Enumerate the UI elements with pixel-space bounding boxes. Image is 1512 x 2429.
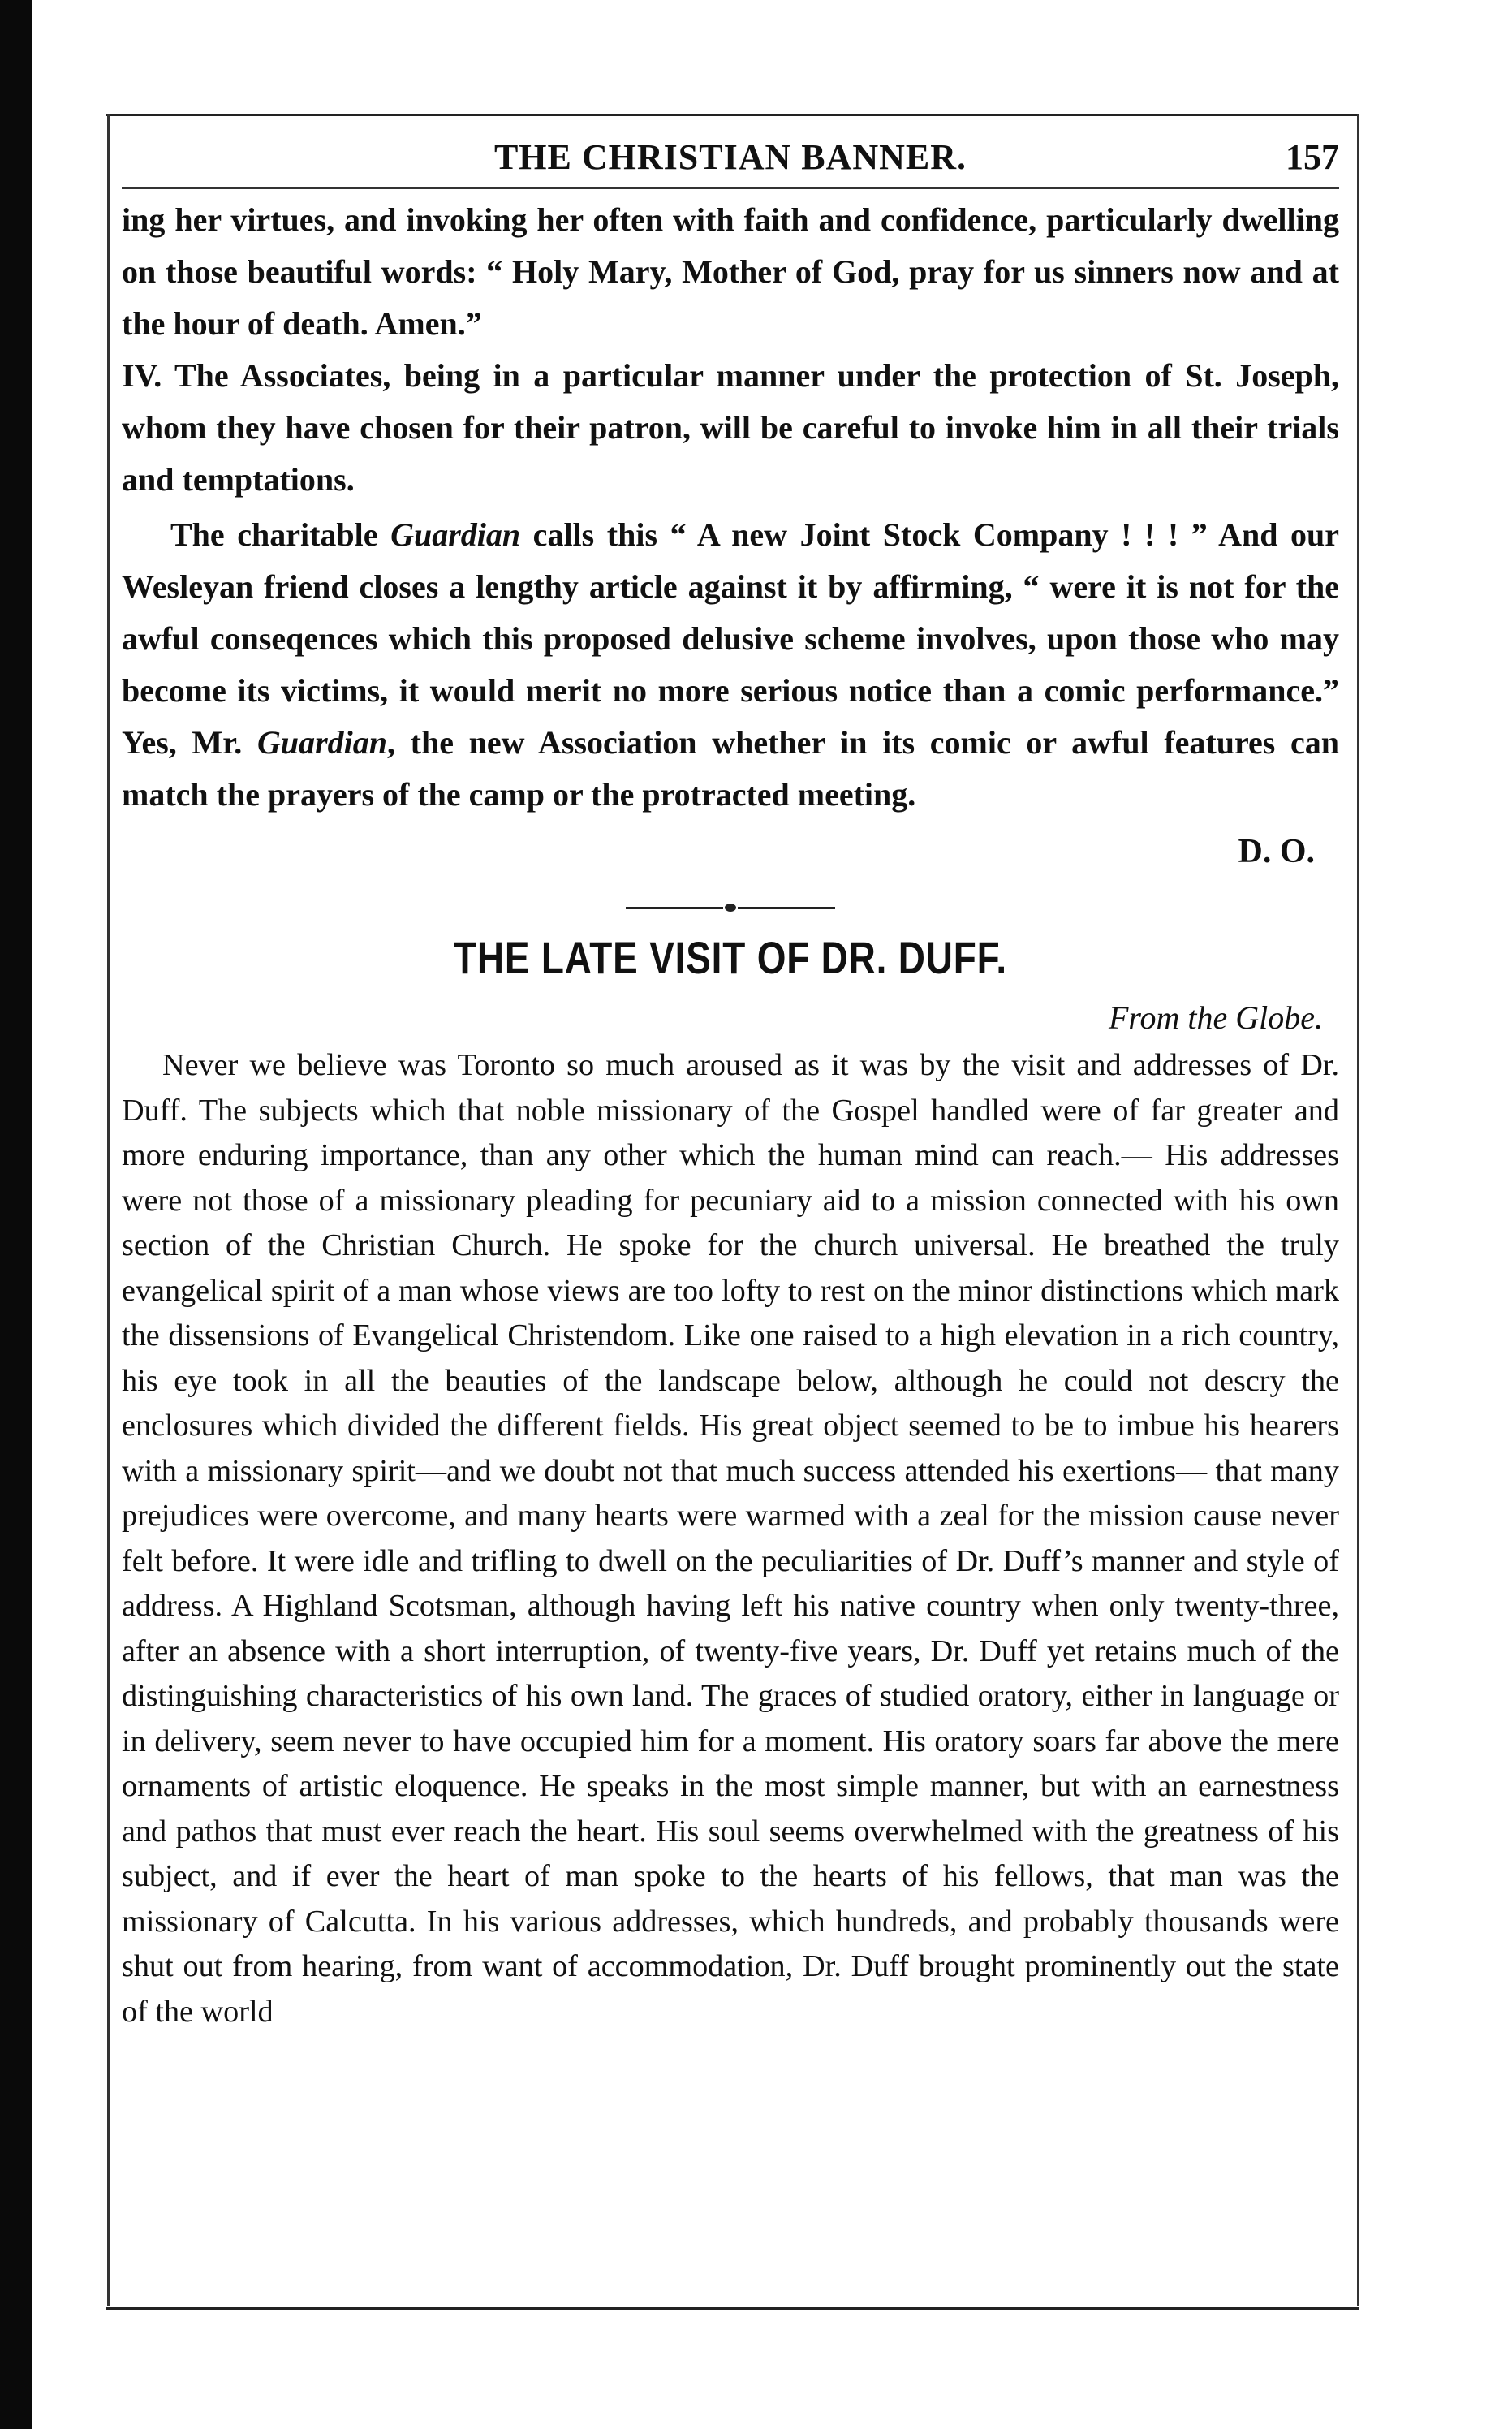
divider-line bbox=[738, 907, 835, 909]
article-body: Never we believe was Toronto so much aroused as it was by the visit and addresses of Dr. Duff. The subjects which that noble missionary of the Gospel handled were of far greater and more enduring importance, than any other which the human mind can reach.— His addresses were not those of a missionary pleading for pecuniary aid to a mission connected with his own section of the Christian Church. He spoke for the church universal. He breathed the truly evangelical spirit of a man whose views are too lofty to rest on the minor distinctions which mark the dissensions of Evangelical Christendom. Like one raised to a high elevation in a rich country, his eye took in all the beauties of the landscape below, although he could not descry the enclosures which divided the different fields. His great object seemed to be to imbue his hearers with a missionary spirit—and we doubt not that much success attended his exertions— that many prejudices were overcome, and many hearts were warmed with a zeal for the mission cause never felt before. It were idle and trifling to dwell on the peculiarities of Dr. Duff’s manner and style of address. A Highland Scotsman, although having left his native country when only twenty-three, after an absence with a short interruption, of twenty-five years, Dr. Duff yet retains much of the distinguishing characteristics of his own land. The graces of studied oratory, either in language or in delivery, seem never to have occupied him for a moment. His oratory soars far above the mere ornaments of artistic eloquence. He speaks in the most simple manner, but with an earnestness and pathos that must ever reach the heart. His soul seems overwhelmed with the greatness of his subject, and if ever the heart of man spoke to the hearts of his fellows, that man was the missionary of Calcutta. In his various addresses, which hundreds, and probably thousands were shut out from hearing, from want of accommodation, Dr. Duff brought prominently out the state of the world bbox=[122, 1048, 1339, 2029]
article-heading: THE LATE VISIT OF DR. DUFF. bbox=[453, 932, 1008, 983]
text-run: , the new Association whether in its comic or awful features can match the prayers of the camp or the protracted meeting. bbox=[122, 724, 1339, 813]
paragraph bbox=[122, 509, 1339, 821]
text-run: calls this “ A new Joint Stock Company ! ! ! ” And our Wesleyan friend closes a lengthy article against it by affirming, “ were it is not for the awful conseqences which this proposed delusive scheme involves, upon those who may become its victims, it would merit no more serious notice than a comic performance.” Yes, Mr. bbox=[122, 516, 1339, 761]
divider-line bbox=[626, 907, 723, 909]
bottom-border-rule bbox=[106, 2307, 1359, 2310]
page bbox=[122, 122, 1339, 2297]
signature: D. O. bbox=[1238, 833, 1315, 870]
text-run: The charitable bbox=[170, 516, 391, 553]
running-head bbox=[122, 122, 1339, 189]
page-title: THE CHRISTIAN BANNER. bbox=[493, 137, 967, 177]
top-border-rule bbox=[106, 114, 1359, 116]
divider-ornament bbox=[725, 904, 736, 912]
paragraph: ing her virtues, and invoking her often with faith and confidence, particularly dwelling on those beautiful words: “ Holy Mary, Mother of God, pray for us sinners now and at the hour of death. Amen.” bbox=[122, 201, 1339, 342]
left-frame-line bbox=[107, 114, 110, 2306]
italic-text: Guardian bbox=[390, 516, 521, 553]
section-divider bbox=[122, 904, 1339, 912]
right-frame-line bbox=[1357, 114, 1359, 2306]
page-number: 157 bbox=[1286, 137, 1339, 177]
scan-edge bbox=[0, 0, 32, 2429]
prior-article bbox=[122, 194, 1339, 871]
article-source: From the Globe. bbox=[1108, 999, 1323, 1036]
paragraph: IV. The Associates, being in a particular manner under the protection of St. Joseph, whom they have chosen for their patron, will be careful to invoke him in all their trials and temptations. bbox=[122, 357, 1339, 498]
italic-text: Guardian bbox=[256, 724, 387, 761]
